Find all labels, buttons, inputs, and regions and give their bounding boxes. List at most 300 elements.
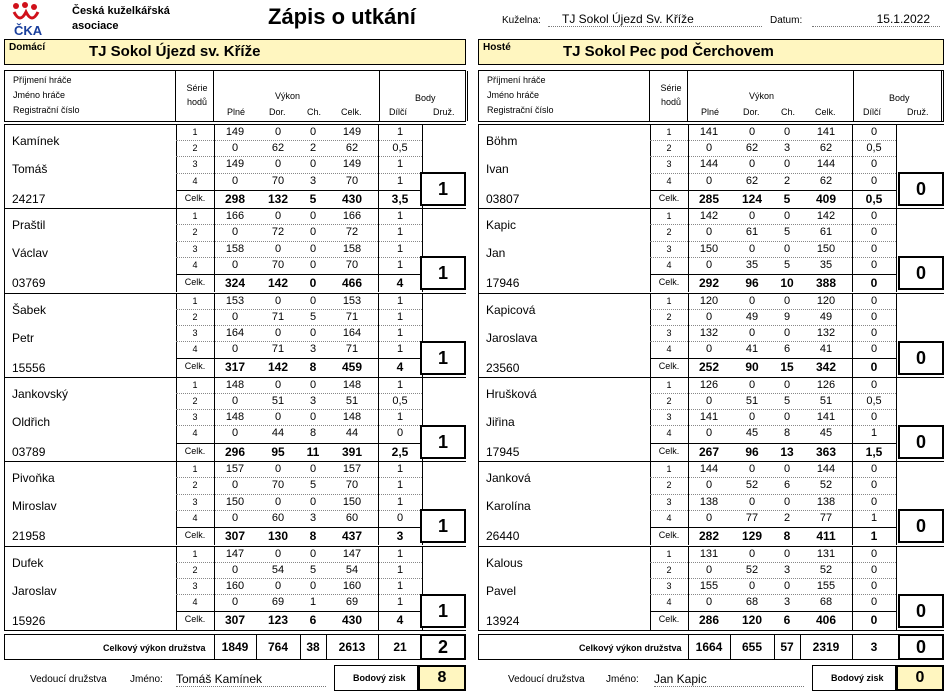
- serie-number: 3: [192, 496, 198, 507]
- cell-ch: 0: [783, 326, 791, 339]
- cell-celk: 60: [345, 511, 359, 524]
- total-dilci: 1,5: [865, 444, 883, 459]
- cell-dilci: 0: [870, 563, 878, 576]
- cell-dilci: 0: [396, 511, 404, 524]
- cell-dor: 70: [271, 258, 285, 271]
- player-reg-number: 03769: [12, 276, 46, 291]
- player-surname: Kapic: [486, 218, 517, 233]
- player-first-name: Jaroslav: [12, 583, 57, 598]
- row-divider: [650, 156, 896, 157]
- total-row-line: [176, 443, 422, 444]
- cell-dilci: 0: [870, 579, 878, 592]
- player-first-name: Jaroslava: [486, 330, 538, 345]
- serie-number: 2: [192, 396, 198, 407]
- row-divider: [650, 257, 896, 258]
- cell-plne: 0: [705, 258, 713, 271]
- cell-dor: 51: [271, 395, 285, 408]
- total-dor: 124: [741, 191, 763, 206]
- cell-ch: 5: [783, 226, 791, 239]
- cell-dilci: 0,5: [392, 142, 408, 155]
- cell-ch: 2: [309, 142, 317, 155]
- total-label: Celk.: [658, 277, 680, 288]
- serie-number: 1: [666, 548, 672, 559]
- cell-ch: 0: [309, 158, 317, 171]
- cell-plne: 0: [231, 563, 239, 576]
- total-dilci: 0: [870, 613, 878, 628]
- team-points-box: 1: [420, 256, 466, 290]
- cell-celk: 44: [345, 427, 359, 440]
- total-dilci: 4: [396, 360, 404, 375]
- cell-dor: 0: [748, 547, 756, 560]
- player-surname: Pivoňka: [12, 471, 55, 486]
- serie-number: 4: [666, 428, 672, 439]
- column-header-player-1: Jméno hráče: [487, 90, 540, 100]
- cell-dor: 0: [748, 495, 756, 508]
- row-divider: [650, 325, 896, 326]
- player-surname: Janková: [486, 471, 531, 486]
- cell-dilci: 0,5: [866, 395, 882, 408]
- cell-ch: 5: [309, 310, 317, 323]
- column-header-body: Body: [889, 93, 910, 103]
- cell-dor: 62: [745, 174, 759, 187]
- total-celk: 430: [341, 613, 363, 628]
- cell-dilci: 1: [396, 547, 404, 560]
- player-first-name: Petr: [12, 330, 35, 345]
- team-points-box: 1: [420, 594, 466, 628]
- total-dilci: 4: [396, 613, 404, 628]
- total-row-line: [650, 190, 896, 191]
- cell-dilci: 0: [870, 226, 878, 239]
- away-team-total: Celkový výkon družstva: [478, 634, 944, 660]
- serie-number: 1: [192, 127, 198, 137]
- cell-celk: 71: [345, 343, 359, 356]
- total-row-line: [176, 611, 422, 612]
- column-header-dilci: Dílčí: [389, 107, 407, 117]
- cell-celk: 141: [816, 411, 836, 424]
- player-surname: Böhm: [486, 134, 518, 148]
- serie-number: 3: [666, 327, 672, 338]
- serie-number: 3: [192, 580, 198, 591]
- row-divider: [176, 477, 422, 478]
- cell-celk: 51: [819, 395, 833, 408]
- cell-dor: 0: [274, 158, 282, 171]
- column-header-serie-0: Série: [186, 83, 208, 93]
- cell-dor: 0: [748, 326, 756, 339]
- player-reg-number: 17946: [486, 276, 520, 291]
- row-divider: [176, 425, 422, 426]
- serie-number: 1: [666, 127, 672, 137]
- column-header-player-0: Příjmení hráče: [487, 75, 546, 85]
- player-surname: Kalous: [486, 555, 523, 570]
- player-reg-number: 03807: [486, 192, 520, 206]
- cell-celk: 62: [345, 142, 359, 155]
- cell-dilci: 0: [870, 326, 878, 339]
- cell-celk: 149: [342, 158, 362, 171]
- cell-ch: 3: [309, 395, 317, 408]
- cell-celk: 126: [816, 378, 836, 391]
- total-dor: 95: [271, 444, 285, 459]
- home-team-name: TJ Sokol Újezd sv. Kříže: [89, 43, 261, 60]
- serie-number: 4: [666, 512, 672, 523]
- serie-number: 2: [666, 480, 672, 491]
- serie-number: 2: [192, 564, 198, 575]
- serie-number: 3: [666, 496, 672, 507]
- away-column-header: [478, 70, 944, 122]
- column-header-ch: Ch.: [307, 107, 322, 117]
- cell-ch: 0: [309, 126, 317, 138]
- total-celk: 388: [815, 276, 837, 291]
- cell-ch: 5: [309, 563, 317, 576]
- cell-plne: 0: [705, 395, 713, 408]
- row-divider: [176, 325, 422, 326]
- total-divider: [730, 634, 731, 660]
- row-divider: [176, 594, 422, 595]
- cell-plne: 148: [225, 411, 245, 424]
- cell-plne: 0: [705, 596, 713, 609]
- cell-ch: 0: [783, 126, 791, 138]
- table-left-line: [4, 124, 5, 630]
- block-top-line: [4, 124, 466, 125]
- cell-plne: 0: [705, 174, 713, 187]
- team-total-value: 2613: [338, 640, 366, 654]
- cell-plne: 126: [699, 378, 719, 391]
- total-ch: 15: [780, 360, 794, 375]
- cell-dilci: 1: [396, 174, 404, 187]
- column-divider: [467, 71, 468, 121]
- total-divider: [256, 634, 257, 660]
- divider: [896, 208, 897, 292]
- serie-number: 3: [666, 159, 672, 170]
- cell-ch: 0: [309, 579, 317, 592]
- team-points-box: 0: [898, 172, 944, 206]
- team-points-box: 1: [420, 509, 466, 543]
- cell-ch: 0: [783, 242, 791, 255]
- total-plne: 267: [698, 444, 720, 459]
- total-celk: 406: [815, 613, 837, 628]
- cell-plne: 144: [699, 158, 719, 171]
- cell-dilci: 0: [870, 310, 878, 323]
- column-header-druz: Druž.: [907, 107, 929, 117]
- player-surname: Kamínek: [12, 134, 60, 148]
- cell-plne: 149: [225, 158, 245, 171]
- column-header-serie-1: hodů: [660, 97, 682, 107]
- home-column-header: [4, 70, 466, 122]
- column-header-dor: Dor.: [743, 107, 760, 117]
- cell-plne: 0: [231, 479, 239, 492]
- player-first-name: Jiřina: [486, 414, 515, 429]
- total-plne: 292: [698, 276, 720, 291]
- kuzelna-label: Kuželna:: [502, 15, 541, 26]
- total-plne: 285: [698, 191, 720, 206]
- cell-plne: 0: [705, 511, 713, 524]
- column-header-plne: Plné: [227, 107, 246, 117]
- cell-ch: 8: [309, 427, 317, 440]
- cell-plne: 157: [225, 463, 245, 476]
- column-divider: [379, 71, 380, 121]
- cell-ch: 2: [783, 174, 791, 187]
- cell-dilci: 1: [870, 427, 878, 440]
- team-points-box: 0: [898, 256, 944, 290]
- datum-label: Datum:: [770, 15, 803, 26]
- divider: [896, 546, 897, 630]
- cell-dilci: 1: [396, 310, 404, 323]
- cell-plne: 0: [231, 343, 239, 356]
- team-points-box: 0: [898, 509, 944, 543]
- cell-dor: 77: [745, 511, 759, 524]
- cell-dor: 71: [271, 310, 285, 323]
- column-header-player-0: Příjmení hráče: [13, 75, 72, 85]
- cell-celk: 35: [819, 258, 833, 271]
- cell-dilci: 1: [396, 210, 404, 223]
- block-top-line: [478, 124, 944, 125]
- total-ch: 8: [783, 528, 791, 543]
- row-divider: [650, 477, 896, 478]
- cell-celk: 77: [819, 511, 833, 524]
- row-divider: [176, 140, 422, 141]
- serie-number: 2: [192, 143, 198, 154]
- cell-dilci: 1: [396, 563, 404, 576]
- player-block: [4, 293, 466, 377]
- row-divider: [650, 562, 896, 563]
- cell-ch: 0: [309, 463, 317, 476]
- total-divider: [688, 634, 689, 660]
- cell-ch: 0: [783, 411, 791, 424]
- cell-plne: 0: [231, 142, 239, 155]
- svg-text:ČKA: ČKA: [14, 23, 43, 36]
- divider: [896, 124, 897, 208]
- table-left-line: [478, 124, 479, 630]
- total-dilci: 0: [870, 360, 878, 375]
- cell-plne: 0: [705, 310, 713, 323]
- cell-dor: 0: [274, 495, 282, 508]
- total-ch: 0: [309, 276, 317, 291]
- team-total-value: 764: [267, 640, 289, 654]
- cell-celk: 131: [816, 547, 836, 560]
- cell-dor: 69: [271, 596, 285, 609]
- cell-ch: 3: [783, 142, 791, 155]
- cell-celk: 153: [342, 294, 362, 307]
- total-divider: [326, 634, 327, 660]
- total-row-line: [176, 358, 422, 359]
- column-header-druz: Druž.: [433, 107, 455, 117]
- row-divider: [176, 241, 422, 242]
- cell-plne: 150: [699, 242, 719, 255]
- total-celk: 466: [341, 276, 363, 291]
- cell-celk: 72: [345, 226, 359, 239]
- total-plne: 282: [698, 528, 720, 543]
- column-header-plne: Plné: [701, 107, 720, 117]
- column-header-dor: Dor.: [269, 107, 286, 117]
- cell-dor: 45: [745, 427, 759, 440]
- team-points-box: 1: [420, 341, 466, 375]
- total-ch: 5: [783, 191, 791, 206]
- cell-celk: 138: [816, 495, 836, 508]
- cell-plne: 147: [225, 547, 245, 560]
- total-plne: 252: [698, 360, 720, 375]
- column-header-vykon: Výkon: [275, 91, 301, 101]
- total-dilci: 2,5: [391, 444, 409, 459]
- cell-ch: 6: [783, 479, 791, 492]
- total-dor: 132: [267, 191, 289, 206]
- row-divider: [650, 393, 896, 394]
- block-top-line: [4, 293, 466, 294]
- cell-celk: 54: [345, 563, 359, 576]
- cell-celk: 132: [816, 326, 836, 339]
- cell-plne: 158: [225, 242, 245, 255]
- cell-dor: 51: [745, 395, 759, 408]
- cell-dor: 35: [745, 258, 759, 271]
- serie-number: 2: [192, 480, 198, 491]
- player-first-name: Miroslav: [12, 499, 57, 514]
- cell-dor: 0: [274, 378, 282, 391]
- player-block: [478, 377, 944, 461]
- cell-dor: 44: [271, 427, 285, 440]
- row-divider: [176, 309, 422, 310]
- row-divider: [650, 341, 896, 342]
- cell-ch: 0: [309, 226, 317, 239]
- cell-dilci: 0: [870, 258, 878, 271]
- cell-celk: 148: [342, 378, 362, 391]
- serie-number: 1: [666, 295, 672, 306]
- cell-ch: 1: [309, 596, 317, 609]
- cell-ch: 0: [783, 294, 791, 307]
- row-divider: [176, 393, 422, 394]
- player-block: [478, 293, 944, 377]
- total-dor: 120: [741, 613, 763, 628]
- cell-plne: 132: [699, 326, 719, 339]
- cell-celk: 160: [342, 579, 362, 592]
- serie-number: 4: [666, 259, 672, 270]
- cell-dilci: 0: [870, 174, 878, 187]
- serie-number: 3: [666, 580, 672, 591]
- serie-number: 3: [666, 412, 672, 423]
- serie-number: 3: [666, 243, 672, 254]
- cell-dilci: 1: [396, 242, 404, 255]
- block-top-line: [478, 377, 944, 378]
- serie-number: 4: [192, 597, 198, 608]
- serie-number: 2: [666, 143, 672, 154]
- team-points-box: 1: [420, 172, 466, 206]
- cell-plne: 141: [699, 126, 719, 138]
- total-celk: 363: [815, 444, 837, 459]
- serie-number: 3: [192, 327, 198, 338]
- cell-plne: 0: [231, 174, 239, 187]
- cell-celk: 120: [816, 294, 836, 307]
- cell-dor: 0: [748, 378, 756, 391]
- serie-number: 3: [192, 412, 198, 423]
- cell-plne: 0: [705, 479, 713, 492]
- player-first-name: Václav: [12, 246, 49, 261]
- total-dor: 90: [745, 360, 759, 375]
- player-reg-number: 13924: [486, 613, 520, 628]
- cell-dor: 71: [271, 343, 285, 356]
- serie-number: 2: [666, 311, 672, 322]
- total-plne: 286: [698, 613, 720, 628]
- player-reg-number: 15926: [12, 613, 46, 628]
- cell-celk: 62: [819, 174, 833, 187]
- row-divider: [650, 425, 896, 426]
- team-total-value: 1849: [221, 640, 249, 654]
- cell-plne: 164: [225, 326, 245, 339]
- serie-number: 4: [666, 597, 672, 608]
- cell-plne: 0: [231, 310, 239, 323]
- serie-number: 3: [192, 243, 198, 254]
- total-ch: 8: [309, 528, 317, 543]
- total-row-line: [176, 274, 422, 275]
- serie-number: 4: [192, 259, 198, 270]
- team-total-value: 38: [306, 640, 320, 654]
- total-dor: 96: [745, 444, 759, 459]
- total-ch: 10: [780, 276, 794, 291]
- home-captain-name: Tomáš Kamínek: [176, 672, 326, 687]
- cell-celk: 51: [345, 395, 359, 408]
- row-divider: [650, 173, 896, 174]
- cell-dilci: 1: [396, 343, 404, 356]
- serie-number: 2: [666, 564, 672, 575]
- column-header-player-1: Jméno hráče: [13, 90, 66, 100]
- total-plne: 317: [224, 360, 246, 375]
- serie-number: 4: [192, 175, 198, 186]
- cell-ch: 0: [309, 495, 317, 508]
- cell-dor: 0: [274, 210, 282, 223]
- cell-dor: 0: [748, 463, 756, 476]
- row-divider: [176, 156, 422, 157]
- row-divider: [176, 409, 422, 410]
- row-divider: [176, 510, 422, 511]
- total-celk: 411: [816, 528, 836, 543]
- home-points-value-box: 8: [418, 665, 466, 691]
- cell-celk: 144: [816, 463, 836, 476]
- cell-ch: 8: [783, 427, 791, 440]
- home-points-label-box: Bodový zisk: [334, 665, 418, 691]
- row-divider: [176, 173, 422, 174]
- player-first-name: Ivan: [486, 162, 509, 176]
- team-total-value: 655: [741, 640, 763, 654]
- row-divider: [650, 594, 896, 595]
- cell-dilci: 0: [870, 210, 878, 223]
- cell-dor: 0: [274, 126, 282, 138]
- row-divider: [650, 494, 896, 495]
- total-label: Celk.: [184, 445, 206, 456]
- cell-dilci: 0: [870, 343, 878, 356]
- player-reg-number: 03789: [12, 444, 46, 459]
- table-bottom-line: [4, 630, 466, 631]
- player-reg-number: 24217: [12, 192, 46, 206]
- cell-dilci: 1: [396, 226, 404, 239]
- cell-ch: 0: [783, 378, 791, 391]
- away-team-name: TJ Sokol Pec pod Čerchovem: [563, 43, 774, 60]
- team-points-box: 1: [420, 425, 466, 459]
- cell-dor: 0: [274, 326, 282, 339]
- total-dilci: 3,5: [391, 191, 409, 206]
- cell-dilci: 0: [870, 126, 878, 138]
- team-points-box: 0: [898, 425, 944, 459]
- serie-number: 3: [192, 159, 198, 170]
- cell-dor: 0: [748, 411, 756, 424]
- column-divider: [175, 71, 176, 121]
- cell-ch: 3: [309, 511, 317, 524]
- cell-plne: 0: [705, 226, 713, 239]
- total-divider: [300, 634, 301, 660]
- cell-ch: 0: [783, 463, 791, 476]
- cell-plne: 0: [705, 142, 713, 155]
- cell-celk: 52: [819, 479, 833, 492]
- cell-dor: 70: [271, 174, 285, 187]
- cell-ch: 0: [783, 547, 791, 560]
- cell-celk: 69: [345, 596, 359, 609]
- player-block: [4, 124, 466, 208]
- column-header-celk: Celk.: [815, 107, 836, 117]
